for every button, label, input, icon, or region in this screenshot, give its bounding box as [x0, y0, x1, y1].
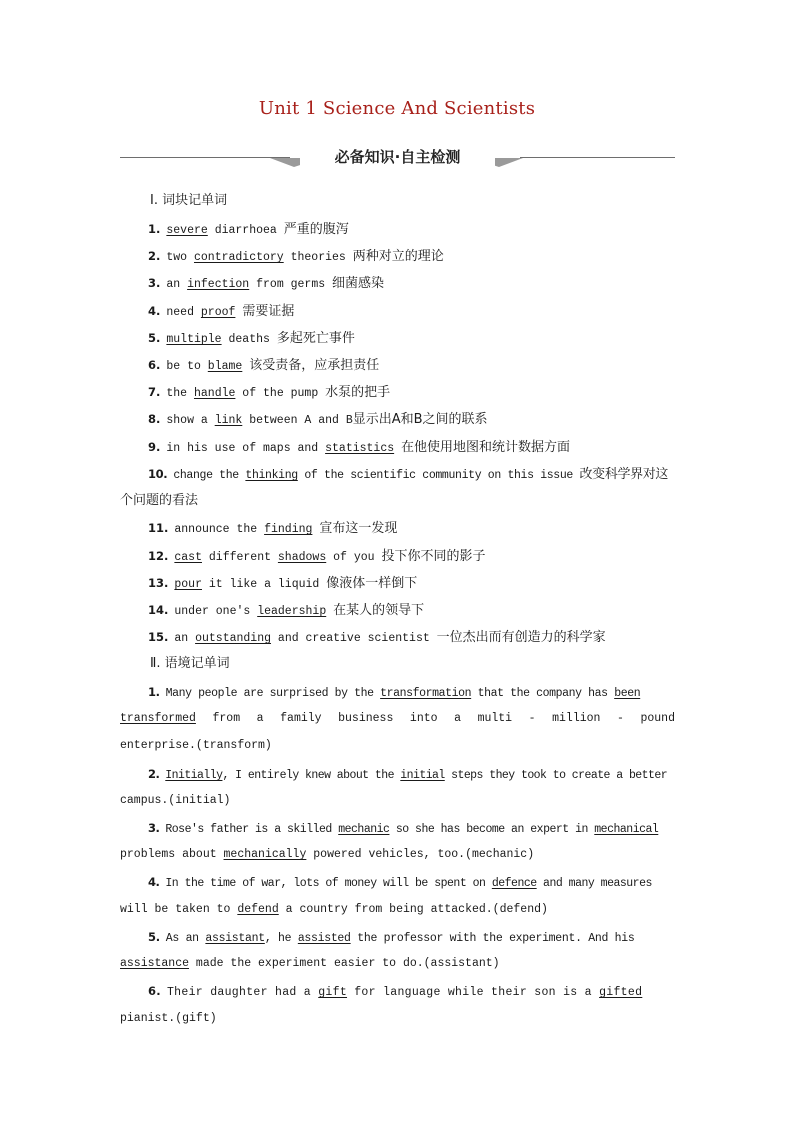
list-item: 11. announce the finding 宣布这一发现: [148, 521, 398, 536]
context-line: 4. In the time of war, lots of money will be spent on defence and many measures: [148, 875, 652, 890]
list-item: 5. multiple deaths 多起死亡事件: [148, 331, 355, 346]
list-item: 4. need proof 需要证据: [148, 304, 295, 319]
context-line: 5. As an assistant, he assisted the professor with the experiment. And his: [148, 930, 635, 945]
list-item: 10. change the thinking of the scientific community on this issue 改变科学界对这: [148, 467, 669, 482]
context-line: 2. Initially, I entirely knew about the initial steps they took to create a better: [148, 767, 668, 782]
section-heading-2: Ⅱ. 语境记单词: [150, 656, 230, 671]
list-item: 6. be to blame 该受责备，应承担责任: [148, 358, 380, 373]
section-banner: [120, 145, 675, 171]
list-item: 9. in his use of maps and statistics 在他使用地图和统计数据方面: [148, 440, 571, 455]
list-item: 7. the handle of the pump 水泵的把手: [148, 385, 391, 400]
context-line: assistance made the experiment easier to do.(assistant): [120, 957, 500, 970]
page-title: Unit 1 Science And Scientists: [258, 98, 536, 119]
list-item: 2. two contradictory theories 两种对立的理论: [148, 249, 444, 264]
section-heading-1: Ⅰ. 词块记单词: [150, 193, 228, 208]
context-line: campus.(initial): [120, 794, 231, 807]
list-item: 14. under one's leadership 在某人的领导下: [148, 603, 425, 618]
context-line: 1. Many people are surprised by the transformation that the company has been: [148, 685, 641, 700]
banner-rule-right: [520, 157, 675, 158]
list-item: 12. cast different shadows of you 投下你不同的影子: [148, 549, 486, 564]
context-line: 3. Rose's father is a skilled mechanic so she has become an expert in mechanical: [148, 821, 659, 836]
context-line: will be taken to defend a country from being attacked.(defend): [120, 903, 548, 916]
list-item: 13. pour it like a liquid 像液体一样倒下: [148, 576, 418, 591]
banner-text: 必备知识·自主检测: [300, 146, 495, 167]
context-line: pianist.(gift): [120, 1012, 217, 1025]
context-line: 6. Their daughter had a gift for language while their son is a gifted: [148, 984, 643, 999]
list-item: 3. an infection from germs 细菌感染: [148, 276, 385, 291]
context-line: problems about mechanically powered vehicles, too.(mechanic): [120, 848, 535, 861]
context-line: enterprise.(transform): [120, 739, 272, 752]
list-item-continuation: 个问题的看法: [120, 493, 199, 508]
list-item: 15. an outstanding and creative scientist 一位杰出而有创造力的科学家: [148, 630, 606, 645]
list-item: 1. severe diarrhoea 严重的腹泻: [148, 222, 349, 237]
context-line: transformed from a family business into a multi - million - pound: [120, 712, 675, 725]
list-item: 8. show a link between A and B显示出A和B之间的联系: [148, 412, 488, 427]
banner-rule-left: [120, 157, 290, 158]
